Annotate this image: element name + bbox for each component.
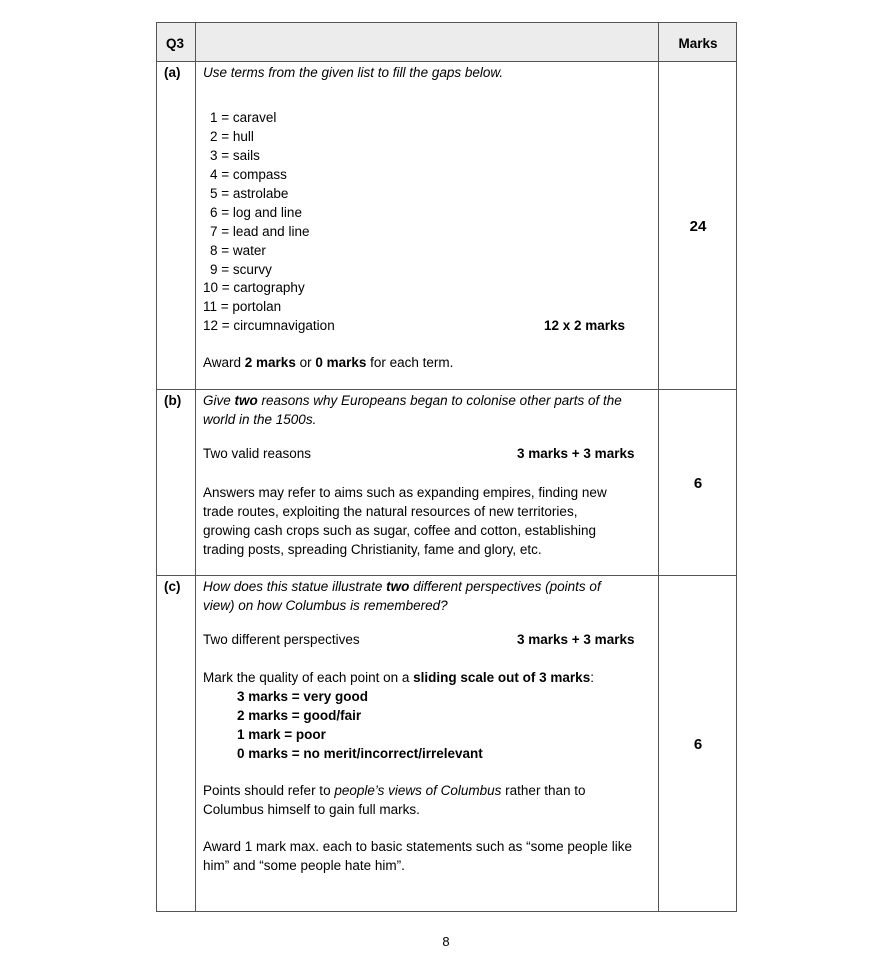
column-divider-right	[658, 23, 659, 911]
part-a-award-pre: Award	[203, 355, 245, 370]
part-a-term-1: 1 = caravel	[210, 110, 277, 125]
part-c-scale-item-2: 2 marks = good/fair	[237, 708, 362, 723]
part-b-q-bold: two	[234, 393, 258, 408]
part-c-scale-intro	[203, 668, 594, 687]
part-a-term-2: 2 = hull	[210, 129, 254, 144]
part-c-scale-item-1: 1 mark = poor	[237, 727, 326, 742]
row-divider-a	[157, 389, 736, 390]
part-a-term-5: 5 = astrolabe	[210, 186, 289, 201]
part-a-term-11: 11 = portolan	[203, 299, 282, 314]
part-a-label: (a)	[164, 65, 181, 80]
part-a-award-bold-1: 2 marks	[244, 355, 296, 370]
part-a-marks: 24	[689, 218, 707, 235]
part-c-question-line-2: view) on how Columbus is remembered?	[203, 598, 448, 613]
part-b-answer-line-2: trade routes, exploiting the natural resources of new territories,	[203, 504, 578, 519]
part-b-question-line-1	[203, 391, 622, 410]
part-a-term-6: 6 = log and line	[210, 205, 302, 220]
part-c-q-pre: How does this statue illustrate	[203, 579, 387, 594]
part-c-scale-bold: sliding scale out of 3 marks	[413, 670, 591, 685]
part-a-term-4: 4 = compass	[210, 167, 287, 182]
part-b-answer-line-1: Answers may refer to aims such as expanding empires, finding new	[203, 485, 607, 500]
part-b-marks: 6	[693, 475, 703, 492]
part-b-q-pre: Give	[203, 393, 235, 408]
part-a-term-7: 7 = lead and line	[210, 224, 310, 239]
part-c-question-line-1	[203, 577, 601, 596]
part-a-award-text	[203, 353, 453, 372]
part-c-award-line-1: Award 1 mark max. each to basic statements such as “some people like	[203, 839, 632, 854]
part-c-label: (c)	[164, 579, 181, 594]
part-a-award-bold-2: 0 marks	[315, 355, 367, 370]
row-divider-b	[157, 575, 736, 576]
part-c-criterion: Two different perspectives	[203, 632, 360, 647]
part-b-label: (b)	[164, 393, 182, 408]
part-c-points-line-1	[203, 781, 585, 800]
part-a-term-3: 3 = sails	[210, 148, 260, 163]
part-a-award-post: for each term.	[366, 355, 454, 370]
part-c-scale-item-0: 0 marks = no merit/incorrect/irrelevant	[237, 746, 483, 761]
part-b-question-line-2: world in the 1500s.	[203, 412, 317, 427]
mark-scheme-table	[156, 22, 737, 912]
column-divider-left	[195, 23, 196, 911]
part-c-marks-note: 3 marks + 3 marks	[517, 632, 635, 647]
part-c-scale-post: :	[590, 670, 594, 685]
part-a-term-8: 8 = water	[210, 243, 266, 258]
part-c-points-pre: Points should refer to	[203, 783, 335, 798]
part-c-scale-pre: Mark the quality of each point on a	[203, 670, 414, 685]
part-c-scale-item-3: 3 marks = very good	[237, 689, 368, 704]
part-a-term-12: 12 = circumnavigation	[203, 318, 335, 333]
part-c-points-line-2: Columbus himself to gain full marks.	[203, 802, 420, 817]
part-b-answer-line-3: growing cash crops such as sugar, coffee and cotton, establishing	[203, 523, 596, 538]
part-c-q-post: different perspectives (points of	[409, 579, 601, 594]
part-a-award-mid: or	[295, 355, 316, 370]
part-c-award-line-2: him” and “some people hate him”.	[203, 858, 405, 873]
part-c-marks: 6	[693, 736, 703, 753]
part-a-marks-note: 12 x 2 marks	[544, 318, 626, 333]
page-number: 8	[442, 934, 450, 949]
part-b-answer-line-4: trading posts, spreading Christianity, fame and glory, etc.	[203, 542, 542, 557]
table-header-row	[157, 23, 736, 61]
part-c-q-bold: two	[386, 579, 410, 594]
question-number-label: Q3	[166, 36, 185, 51]
part-a-question: Use terms from the given list to fill the gaps below.	[203, 65, 504, 80]
marks-column-header: Marks	[678, 36, 718, 51]
part-c-points-italic: people’s views of Columbus	[334, 783, 502, 798]
part-b-marks-note: 3 marks + 3 marks	[517, 446, 635, 461]
row-divider-header	[157, 61, 736, 62]
part-a-term-9: 9 = scurvy	[210, 262, 272, 277]
part-a-term-10: 10 = cartography	[203, 280, 305, 295]
part-c-points-post: rather than to	[501, 783, 586, 798]
part-b-q-post: reasons why Europeans began to colonise other parts of the	[257, 393, 622, 408]
part-b-criterion: Two valid reasons	[203, 446, 312, 461]
